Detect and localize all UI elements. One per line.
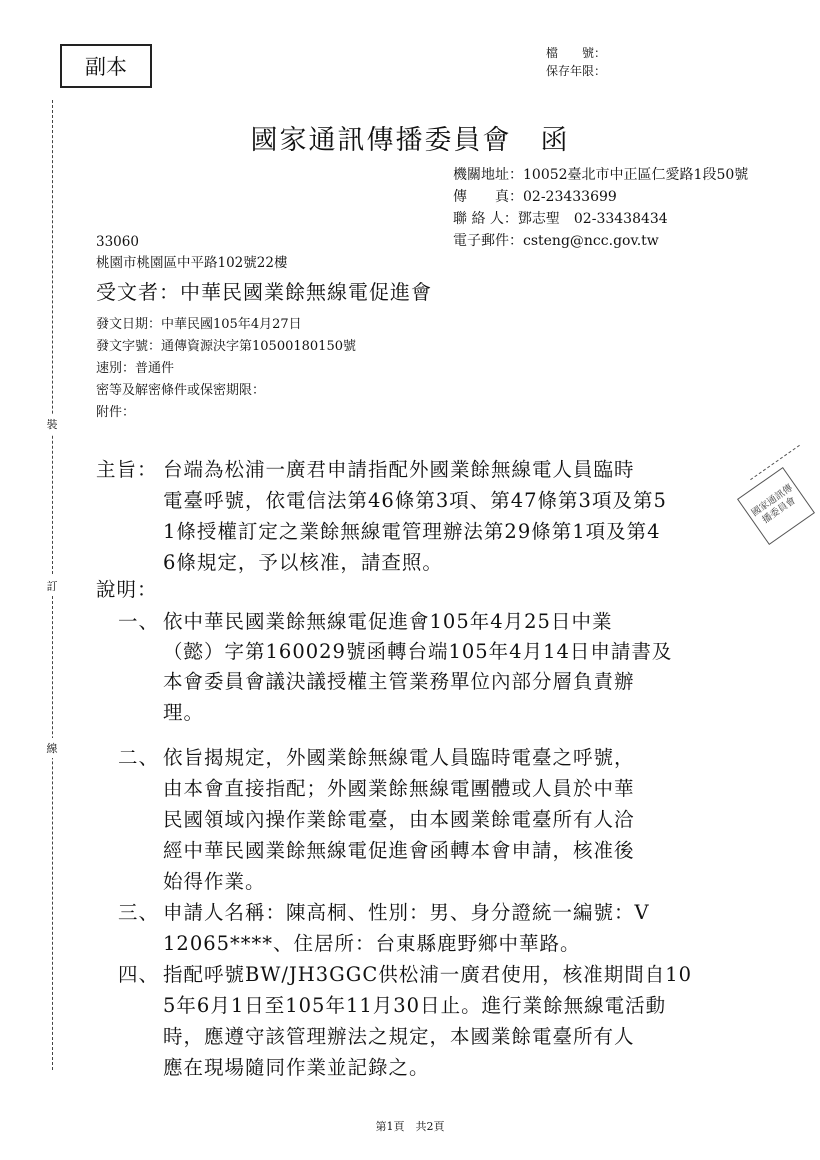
subject-label: 主旨：	[96, 458, 158, 481]
stamp-text: 國家通訊傳播委員會	[749, 482, 798, 526]
item-line: 本會委員會議決議授權主管業務單位內部分層負責辦	[163, 670, 635, 693]
item-line: 始得作業。	[163, 870, 266, 893]
recipient-postcode: 33060	[96, 234, 139, 250]
delivery-speed: 速別：普通件	[96, 361, 175, 376]
secrecy-level: 密等及解密條件或保密期限：	[96, 383, 266, 398]
subject-line: 1條授權訂定之業餘無線電管理辦法第29條第1項及第4	[163, 520, 661, 543]
file-number-label: 檔 號：	[546, 46, 607, 60]
item-line: 5年6月1日至105年11月30日止。進行業餘無線電活動	[163, 994, 667, 1017]
item-line: 理。	[163, 701, 205, 724]
item-line: 申請人名稱：陳高桐、性別：男、身分證統一編號：V	[163, 901, 650, 924]
document-meta	[96, 314, 356, 424]
fax-number: 傳 真：02-23433699	[453, 189, 617, 205]
item-line: 民國領域內操作業餘電臺，由本國業餘電臺所有人洽	[163, 808, 635, 831]
issue-date: 發文日期：中華民國105年4月27日	[96, 317, 302, 332]
agency-address: 機關地址：10052臺北市中正區仁愛路1段50號	[453, 167, 749, 183]
item-line: 由本會直接指配；外國業餘無線電團體或人員於中華	[163, 777, 635, 800]
item-line: 經中華民國業餘無線電促進會函轉本會申請，核准後	[163, 839, 635, 862]
item-number: 一、	[118, 610, 160, 633]
item-line: 12065****、住居所：台東縣鹿野鄉中華路。	[163, 932, 581, 955]
item-line: 指配呼號BW/JH3GGC供松浦一廣君使用，核准期間自10	[163, 963, 693, 986]
binding-mark-zhuang: 裝	[43, 414, 61, 434]
item-line: 應在現場隨同作業並記錄之。	[163, 1056, 430, 1079]
subject-line: 台端為松浦一廣君申請指配外國業餘無線電人員臨時	[163, 458, 635, 481]
attachment: 附件：	[96, 405, 136, 420]
item-line: 依中華民國業餘無線電促進會105年4月25日中業	[163, 610, 613, 633]
subject-line: 6條規定，予以核准，請查照。	[163, 551, 443, 574]
item-number: 三、	[118, 901, 160, 924]
item-number: 二、	[118, 746, 160, 769]
retention-label: 保存年限：	[546, 64, 607, 78]
email-address: 電子郵件：csteng@ncc.gov.tw	[453, 233, 659, 249]
contact-block	[453, 164, 748, 252]
binding-mark-ding: 訂	[43, 576, 61, 596]
document-title: 國家通訊傳播委員會 函	[250, 125, 570, 156]
item-line: 依旨揭規定，外國業餘無線電人員臨時電臺之呼號，	[163, 746, 635, 769]
document-number: 發文字號：通傳資源決字第10500180150號	[96, 339, 356, 354]
binding-mark-xian: 線	[43, 738, 61, 758]
agency-stamp	[737, 467, 815, 545]
item-number: 四、	[118, 963, 160, 986]
recipient-address	[96, 232, 287, 274]
subject-line: 電臺呼號，依電信法第46條第3項、第47條第3項及第5	[163, 489, 667, 512]
copy-label-box	[60, 44, 152, 88]
item-line: 時，應遵守該管理辦法之規定，本國業餘電臺所有人	[163, 1025, 635, 1048]
item-line: （懿）字第160029號函轉台端105年4月14日申請書及	[163, 640, 673, 663]
page-footer: 第1頁 共2頁	[375, 1120, 445, 1133]
copy-label: 副本	[85, 55, 127, 79]
recipient-line: 受文者：中華民國業餘無線電促進會	[96, 280, 432, 304]
contact-person: 聯 絡 人：鄧志聖 02-33438434	[453, 211, 668, 227]
explanation-label: 說明：	[96, 578, 158, 601]
recipient-street: 桃園市桃園區中平路102號22樓	[96, 255, 288, 271]
